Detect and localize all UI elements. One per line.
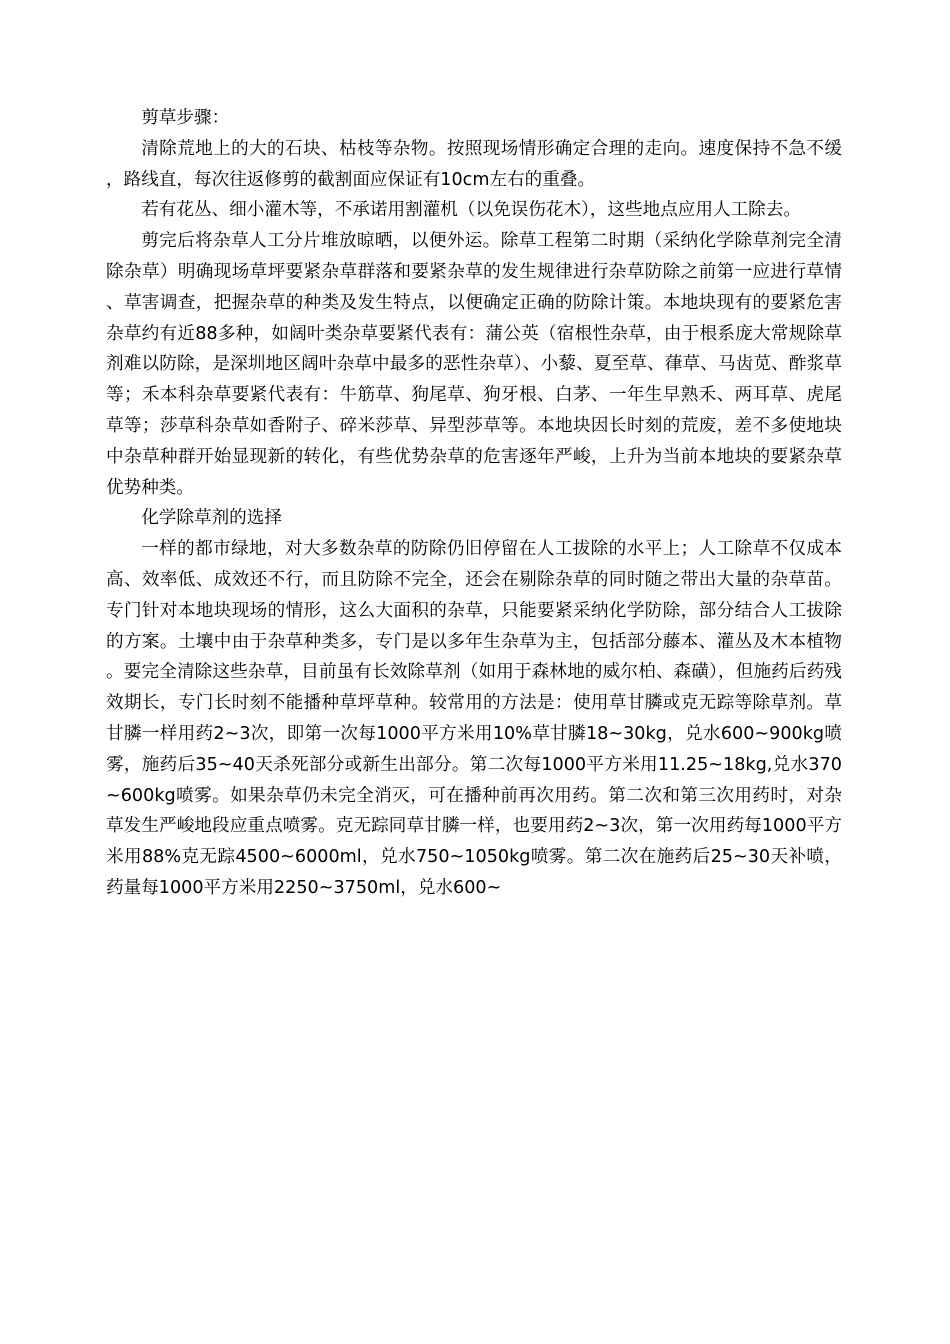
paragraph-weed-survey: 剪完后将杂草人工分片堆放晾晒，以便外运。除草工程第二时期（采纳化学除草剂完全清除杂草）明确现场草坪要紧杂草群落和要紧杂草的发生规律进行杂草防除之前第一应进行草情、草害调查，把握杂草的种类及发生特点，以便确定正确的防除计策。本地块现有的要紧危害杂草约有近88多种，如阔叶类杂草要紧代表有：蒲公英（宿根性杂草，由于根系庞大常规除草剂难以防除，是深圳地区阔叶杂草中最多的恶性杂草）、小藜、夏至草、葎草、马齿苋、酢浆草等；禾本科杂草要紧代表有：牛筋草、狗尾草、狗牙根、白茅、一年生早熟禾、两耳草、虎尾草等；莎草科杂草如香附子、碎米莎草、异型莎草等。本地块因长时刻的荒废，差不多使地块中杂草种群开始显现新的转化，有些优势杂草的危害逐年严峻，上升为当前本地块的要紧杂草优势种类。: [106, 231, 842, 498]
document-body: [106, 103, 842, 904]
paragraph-clear-debris: 清除荒地上的大的石块、枯枝等杂物。按照现场情形确定合理的走向。速度保持不急不缓，路线直，每次往返修剪的截割面应保证有10cm左右的重叠。: [106, 138, 842, 190]
paragraph-manual-removal: 若有花丛、细小灌木等，不承诺用割灌机（以免误伤花木），这些地点应用人工除去。: [141, 200, 801, 221]
section-heading-herbicide-selection: 化学除草剂的选择: [141, 508, 282, 529]
paragraph-herbicide-method: 一样的都市绿地，对大多数杂草的防除仍旧停留在人工拔除的水平上；人工除草不仅成本高、效率低、成效还不行，而且防除不完全，还会在剔除杂草的同时随之带出大量的杂草苗。专门针对本地块现场的情形，这么大面积的杂草，只能要紧采纳化学防除，部分结合人工拔除的方案。土壤中由于杂草种类多，专门是以多年生杂草为主，包括部分藤本、灌丛及木本植物。要完全清除这些杂草，目前虽有长效除草剂（如用于森林地的威尔柏、森磺），但施药后药残效期长，专门长时刻不能播种草坪草种。较常用的方法是：使用草甘膦或克无踪等除草剂。草甘膦一样用药2~3次，即第一次每1000平方米用10%草甘膦18~30kg，兑水600~900kg喷雾，施药后35~40天杀死部分或新生出部分。第二次每1000平方米用11.25~18kg,兑水370~600kg喷雾。如果杂草仍未完全消灭，可在播种前再次用药。第二次和第三次用药时，对杂草发生严峻地段应重点喷雾。克无踪同草甘膦一样，也要用药2~3次，第一次用药每1000平方米用88%克无踪4500~6000ml，兑水750~1050kg喷雾。第二次在施药后25~30天补喷，药量每1000平方米用2250~3750ml，兑水600~: [106, 539, 842, 898]
section-heading-mowing-steps: 剪草步骤：: [141, 108, 230, 128]
